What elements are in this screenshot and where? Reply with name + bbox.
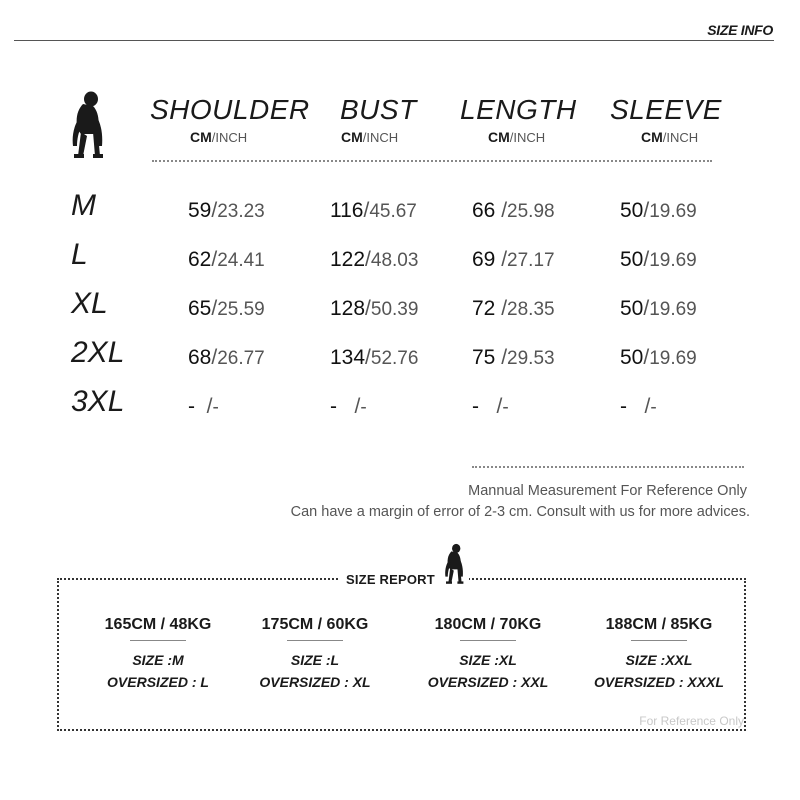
- value-cm: 62: [188, 248, 212, 271]
- value-separator: /: [495, 297, 508, 320]
- value-separator: /: [495, 346, 508, 369]
- unit-inch: /INCH: [509, 130, 546, 145]
- value-cm: 50: [620, 199, 644, 222]
- value-inch: 19.69: [649, 299, 697, 320]
- value-separator: /: [211, 199, 218, 222]
- measurement-cell: [188, 395, 219, 419]
- value-inch: 48.03: [370, 250, 419, 271]
- notes-dotted-divider: [472, 466, 744, 468]
- value-separator: /: [365, 297, 371, 320]
- size-report-entry: [230, 616, 400, 693]
- ape-figure-icon: [69, 90, 109, 160]
- measurement-cell: [620, 248, 697, 272]
- measurement-cell: [330, 297, 418, 321]
- height-weight: 175CM / 60KG: [261, 616, 369, 633]
- value-inch: -: [360, 397, 367, 418]
- measurement-cell: [472, 297, 555, 321]
- value-inch: 26.77: [217, 348, 265, 369]
- measurement-cell: [620, 346, 697, 370]
- value-cm: 50: [620, 248, 644, 271]
- value-cm: 50: [620, 297, 644, 320]
- value-cm: 66: [472, 199, 496, 222]
- value-cm: 116: [330, 199, 364, 222]
- ape-figure-icon-small: [441, 543, 469, 590]
- column-unit-sleeve: [641, 129, 698, 145]
- value-cm: -: [620, 395, 627, 418]
- value-separator: /: [211, 297, 218, 320]
- size-label: 2XL: [71, 336, 125, 369]
- column-unit-bust: [341, 129, 398, 145]
- value-cm: 69: [472, 248, 496, 271]
- value-separator: /: [495, 199, 508, 222]
- measurement-cell: [620, 395, 657, 419]
- value-inch: 27.17: [507, 250, 555, 271]
- size-report-title-wrap: [340, 571, 441, 587]
- unit-cm: CM: [488, 129, 510, 145]
- oversized-size: OVERSIZED : XXL: [427, 674, 549, 690]
- value-inch: 28.35: [507, 299, 555, 320]
- entry-divider: [287, 640, 343, 641]
- measurement-cell: [330, 199, 417, 223]
- entry-divider: [130, 640, 186, 641]
- unit-inch: /INCH: [362, 130, 399, 145]
- size-report-entry: [73, 616, 243, 693]
- value-inch: 19.69: [649, 201, 697, 222]
- value-cm: 128: [330, 297, 366, 320]
- measurement-cell: [472, 199, 555, 223]
- value-cm: 68: [188, 346, 212, 369]
- column-header-length: LENGTH: [460, 94, 577, 125]
- recommended-size: SIZE :XXL: [625, 652, 693, 668]
- size-label: XL: [71, 287, 108, 320]
- value-inch: 24.41: [217, 250, 265, 271]
- entry-divider: [460, 640, 516, 641]
- column-unit-shoulder: [190, 129, 247, 145]
- unit-cm: CM: [641, 129, 663, 145]
- header-title: SIZE INFO: [707, 22, 773, 38]
- note-measurement: Mannual Measurement For Reference Only: [468, 483, 747, 499]
- size-report-entry: [403, 616, 573, 693]
- value-separator: /: [211, 248, 218, 271]
- value-inch: -: [502, 397, 509, 418]
- value-separator: /: [211, 346, 218, 369]
- value-inch: -: [212, 397, 219, 418]
- reference-footer: For Reference Only: [639, 714, 744, 728]
- header-dotted-divider: [152, 160, 712, 162]
- value-separator: /: [643, 346, 650, 369]
- entry-divider: [631, 640, 687, 641]
- value-separator: /: [643, 199, 650, 222]
- size-label: M: [71, 189, 96, 222]
- measurement-cell: [330, 248, 418, 272]
- header-divider: [14, 40, 774, 41]
- unit-cm: CM: [341, 129, 363, 145]
- value-separator: /: [627, 395, 651, 418]
- measurement-cell: [472, 248, 555, 272]
- measurement-cell: [188, 199, 265, 223]
- value-inch: 25.98: [507, 201, 555, 222]
- measurement-cell: [330, 395, 367, 419]
- size-label: L: [71, 238, 88, 271]
- recommended-size: SIZE :XL: [459, 652, 517, 668]
- value-inch: 19.69: [649, 250, 697, 271]
- value-inch: 25.59: [217, 299, 265, 320]
- value-separator: /: [365, 346, 371, 369]
- value-inch: 19.69: [649, 348, 697, 369]
- value-separator: /: [479, 395, 503, 418]
- value-inch: -: [650, 397, 657, 418]
- value-separator: /: [195, 395, 213, 418]
- value-inch: 45.67: [369, 201, 417, 222]
- value-inch: 50.39: [370, 299, 419, 320]
- value-cm: -: [472, 395, 479, 418]
- value-cm: 122: [330, 248, 366, 271]
- value-inch: 52.76: [370, 348, 419, 369]
- size-report-title: SIZE REPORT: [346, 571, 435, 587]
- value-cm: -: [188, 395, 195, 418]
- column-unit-length: [488, 129, 545, 145]
- height-weight: 165CM / 48KG: [104, 616, 212, 633]
- value-cm: -: [330, 395, 337, 418]
- value-cm: 59: [188, 199, 212, 222]
- measurement-cell: [472, 346, 555, 370]
- unit-cm: CM: [190, 129, 212, 145]
- recommended-size: SIZE :M: [132, 652, 184, 668]
- oversized-size: OVERSIZED : XXXL: [594, 674, 724, 690]
- measurement-cell: [188, 297, 265, 321]
- height-weight: 180CM / 70KG: [434, 616, 542, 633]
- oversized-size: OVERSIZED : XL: [259, 674, 371, 690]
- value-cm: 72: [472, 297, 496, 320]
- measurement-cell: [188, 248, 265, 272]
- value-cm: 134: [330, 346, 366, 369]
- value-separator: /: [643, 297, 650, 320]
- measurement-cell: [472, 395, 509, 419]
- value-inch: 29.53: [507, 348, 555, 369]
- value-separator: /: [363, 199, 370, 222]
- unit-inch: /INCH: [211, 130, 248, 145]
- value-inch: 23.23: [217, 201, 265, 222]
- oversized-size: OVERSIZED : L: [107, 674, 209, 690]
- value-cm: 50: [620, 346, 644, 369]
- value-separator: /: [495, 248, 508, 271]
- value-cm: 65: [188, 297, 212, 320]
- size-report-entry: [574, 616, 744, 693]
- unit-inch: /INCH: [662, 130, 699, 145]
- note-margin-error: Can have a margin of error of 2-3 cm. Consult with us for more advices.: [290, 504, 750, 520]
- recommended-size: SIZE :L: [290, 652, 340, 668]
- measurement-cell: [330, 346, 418, 370]
- value-separator: /: [365, 248, 371, 271]
- size-label: 3XL: [71, 385, 125, 418]
- value-separator: /: [337, 395, 361, 418]
- column-header-shoulder: SHOULDER: [150, 94, 310, 125]
- column-header-bust: BUST: [340, 94, 417, 125]
- column-header-sleeve: SLEEVE: [610, 94, 722, 125]
- value-cm: 75: [472, 346, 496, 369]
- height-weight: 188CM / 85KG: [605, 616, 713, 633]
- measurement-cell: [188, 346, 265, 370]
- measurement-cell: [620, 297, 697, 321]
- value-separator: /: [643, 248, 650, 271]
- measurement-cell: [620, 199, 697, 223]
